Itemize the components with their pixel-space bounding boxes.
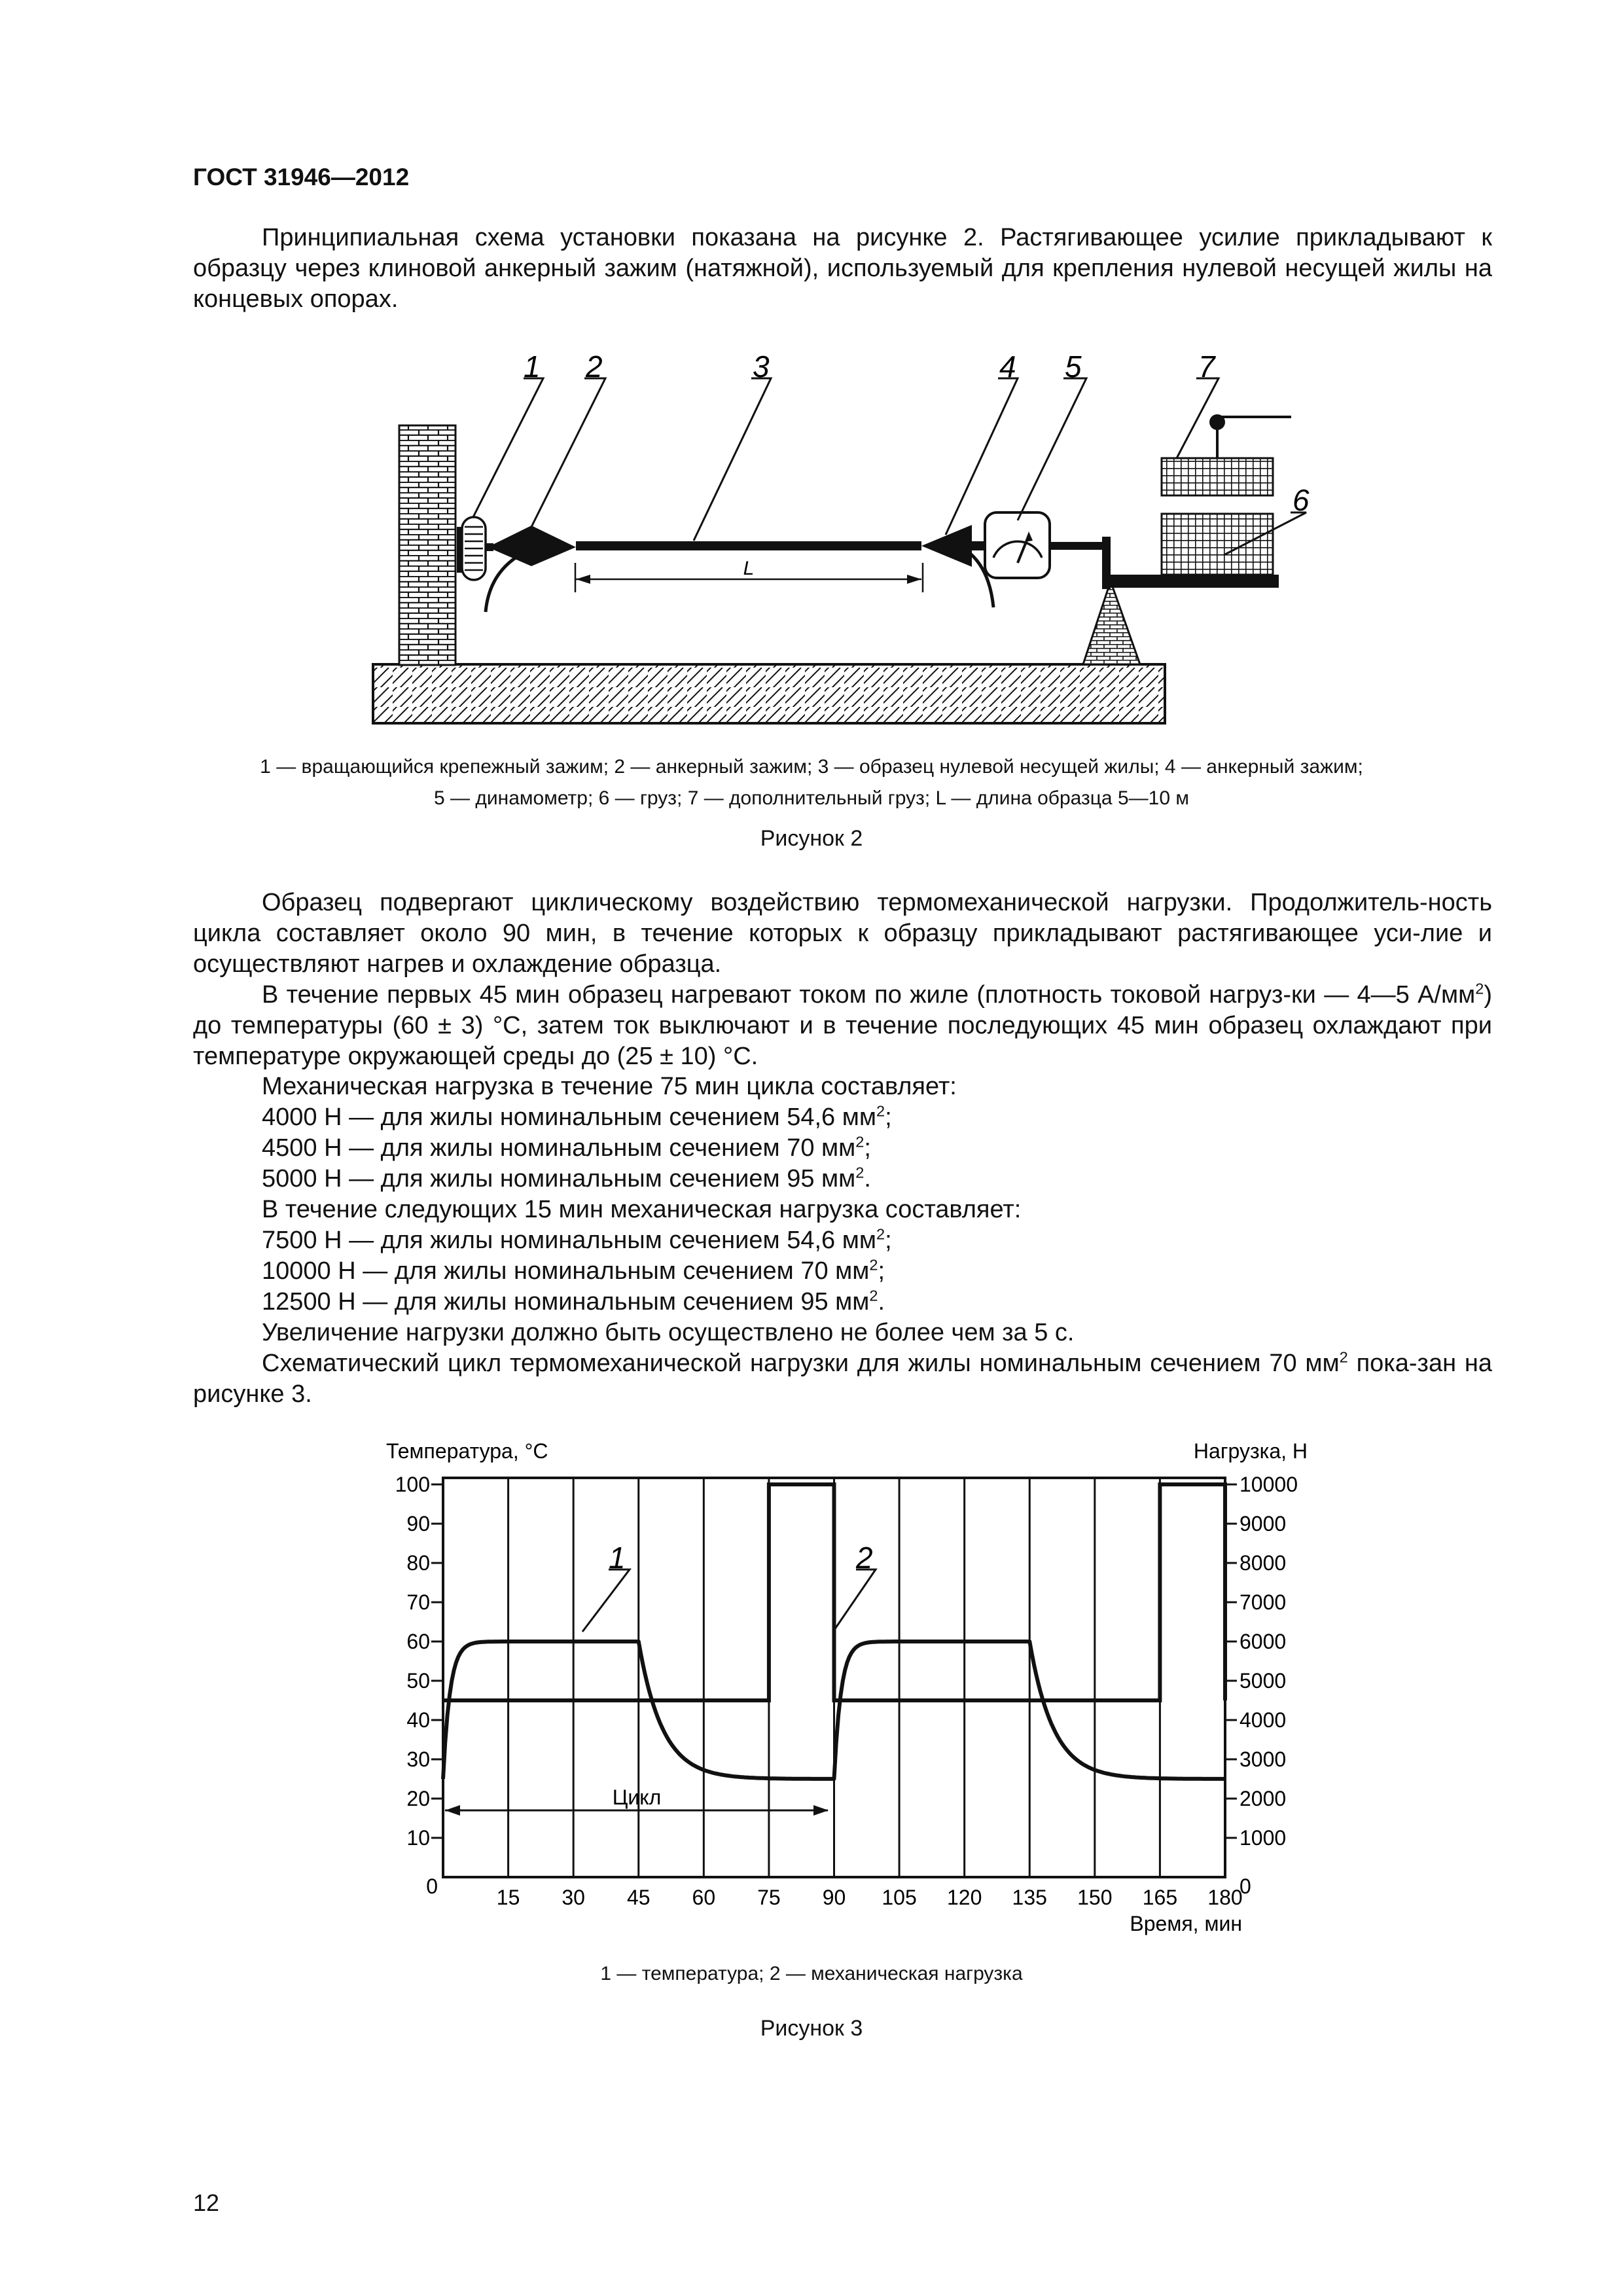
y-left-tick-label-50: 50 <box>406 1669 430 1693</box>
figure-2-diagram <box>0 0 1623 753</box>
dynamometer-5 <box>985 512 1050 578</box>
paragraph-cycle: Образец подвергают циклическому воздействию термомеханической нагрузки. Продолжитель-ность цикла составляет около 90 мин, в течение которых к образцу прикладывают растягивающее уси-лие и осуществляют нагрев и охлаждение образца. <box>193 889 1492 978</box>
list-item: 7500 Н — для жилы номинальным сечением 54,6 $мм^2$; <box>262 1225 892 1254</box>
lever-beam <box>1102 575 1279 588</box>
x-tick-label-105: 105 <box>882 1886 917 1909</box>
x-tick-label-15: 15 <box>496 1886 520 1909</box>
callout-3: 3 <box>753 350 770 384</box>
dynamometer-link <box>972 541 985 550</box>
cycle-label: Цикл <box>612 1785 662 1809</box>
paragraph-load-15: В течение следующих 15 мин механическая нагрузка составляет: <box>262 1196 1022 1223</box>
y-right-tick-label-10000: 10000 <box>1240 1473 1298 1496</box>
x-tick-label-90: 90 <box>822 1886 846 1909</box>
right-axis-title: Нагрузка, Н <box>1193 1439 1308 1463</box>
figure-2-title: Рисунок 2 <box>760 826 863 851</box>
callout-2: 2 <box>586 350 603 384</box>
x-tick-label-120: 120 <box>946 1886 982 1909</box>
x-tick-label-45: 45 <box>626 1886 651 1909</box>
curve-label-leaders <box>582 1570 876 1632</box>
y-left-tick-label-100: 100 <box>395 1473 430 1496</box>
figure-2-caption-line-1: 1 — вращающийся крепежный зажим; 2 — анкерный зажим; 3 — образец нулевой несущей жилы; 4 — анкерный зажим; <box>260 756 1363 778</box>
list-item: 4500 Н — для жилы номинальным сечением 70 $мм^2$; <box>262 1133 871 1162</box>
x-tick-label-30: 30 <box>562 1886 585 1909</box>
list-item: 4000 Н — для жилы номинальным сечением 54,6 $мм^2$; <box>262 1102 892 1131</box>
y-right-tick-label-9000: 9000 <box>1240 1512 1287 1535</box>
y-left-tick-label-60: 60 <box>406 1630 430 1653</box>
figure-2-caption-line-2: 5 — динамометр; 6 — груз; 7 — дополнительный груз; L — длина образца 5—10 м <box>434 787 1189 809</box>
ground-base <box>373 664 1165 723</box>
page-number: 12 <box>193 2189 220 2216</box>
left-axis-title: Температура, °С <box>386 1439 548 1463</box>
body-text <box>193 888 1492 1072</box>
length-label: L <box>743 558 755 579</box>
pulley-rope <box>1209 414 1291 458</box>
y-right-tick-label-3000: 3000 <box>1240 1748 1287 1771</box>
additional-weight-7 <box>1162 458 1273 495</box>
y-left-tick-label-80: 80 <box>406 1551 430 1575</box>
load-curve-2 <box>443 1484 1225 1700</box>
x-tick-label-75: 75 <box>757 1886 781 1909</box>
figure-3-caption: 1 — температура; 2 — механическая нагрузка <box>600 1963 1023 1984</box>
y-left-tick-label-90: 90 <box>406 1512 430 1535</box>
figure-2-caption <box>0 751 1623 814</box>
callout-7: 7 <box>1198 350 1215 384</box>
rotating-clamp-1 <box>457 517 493 580</box>
paragraph-load-increase: Увеличение нагрузки должно быть осуществлено не более чем за 5 с. <box>262 1319 1075 1346</box>
figure-3-title: Рисунок 3 <box>760 2016 863 2041</box>
paragraph-load-75: Механическая нагрузка в течение 75 мин цикла составляет: <box>262 1073 957 1100</box>
callout-5: 5 <box>1065 350 1082 384</box>
brick-wall <box>399 425 455 665</box>
y-right-tick-label-2000: 2000 <box>1240 1787 1287 1810</box>
y-left-tick-label-10: 10 <box>406 1826 430 1850</box>
intro-paragraph: Принципиальная схема установки показана на рисунке 2. Растягивающее усилие прикладывают к образцу через клиновой анкерный зажим (натяжной), используемый для крепления нулевой несущей жилы на концевых опорах. <box>193 224 1492 313</box>
y-right-tick-label-8000: 8000 <box>1240 1551 1287 1575</box>
list-item: 10000 Н — для жилы номинальным сечением 70 $мм^2$; <box>262 1256 885 1285</box>
y-right-tick-label-1000: 1000 <box>1240 1826 1287 1850</box>
weight-6 <box>1162 514 1273 575</box>
list-item: 5000 Н — для жилы номинальным сечением 95 $мм^2$. <box>262 1164 871 1193</box>
y-right-tick-label-7000: 7000 <box>1240 1590 1287 1614</box>
x-tick-label-60: 60 <box>692 1886 716 1909</box>
x-axis-title: Время, мин <box>1130 1912 1242 1935</box>
callout-4: 4 <box>999 350 1016 384</box>
curve-label-1: 1 <box>609 1541 626 1575</box>
y-left-tick-label-0: 0 <box>426 1874 438 1898</box>
paragraph-heating: В течение первых 45 мин образец нагревают током по жиле (плотность токовой нагруз-ки — 4—5 $А/мм^2$) до температуры (60 ± 3) °С, затем ток выключают и в течение последующих 45 мин образец охлаждают при температуре окружающей среды до (25 ± 10) °С. <box>193 980 1492 1070</box>
y-left-tick-label-20: 20 <box>406 1787 430 1810</box>
callout-6: 6 <box>1293 483 1310 517</box>
sample-conductor-3 <box>576 541 921 550</box>
x-tick-label-165: 165 <box>1142 1886 1178 1909</box>
y-right-tick-label-6000: 6000 <box>1240 1630 1287 1653</box>
y-right-tick-label-5000: 5000 <box>1240 1669 1287 1693</box>
document-header: ГОСТ 31946—2012 <box>193 164 410 190</box>
y-right-tick-label-0: 0 <box>1240 1874 1251 1898</box>
paragraph-schematic: Схематический цикл термомеханической нагрузки для жилы номинальным сечением 70 $мм^2$ пока-зан на рисунке 3. <box>193 1348 1492 1408</box>
x-tick-label-135: 135 <box>1012 1886 1047 1909</box>
callout-1: 1 <box>524 350 541 384</box>
load-list-block <box>262 1071 1075 1348</box>
brick-support <box>1083 581 1140 664</box>
y-right-tick-label-4000: 4000 <box>1240 1708 1287 1732</box>
anchor-clamp-2 <box>488 526 576 566</box>
y-left-tick-label-40: 40 <box>406 1708 430 1732</box>
x-tick-label-180: 180 <box>1207 1886 1243 1909</box>
x-tick-label-150: 150 <box>1077 1886 1113 1909</box>
curve-label-2: 2 <box>856 1541 873 1575</box>
y-left-tick-label-70: 70 <box>406 1590 430 1614</box>
list-item: 12500 Н — для жилы номинальным сечением 95 $мм^2$. <box>262 1287 885 1316</box>
dynamometer-rod <box>1050 542 1102 550</box>
y-left-tick-label-30: 30 <box>406 1748 430 1771</box>
figure-3-chart <box>0 1427 1623 1937</box>
